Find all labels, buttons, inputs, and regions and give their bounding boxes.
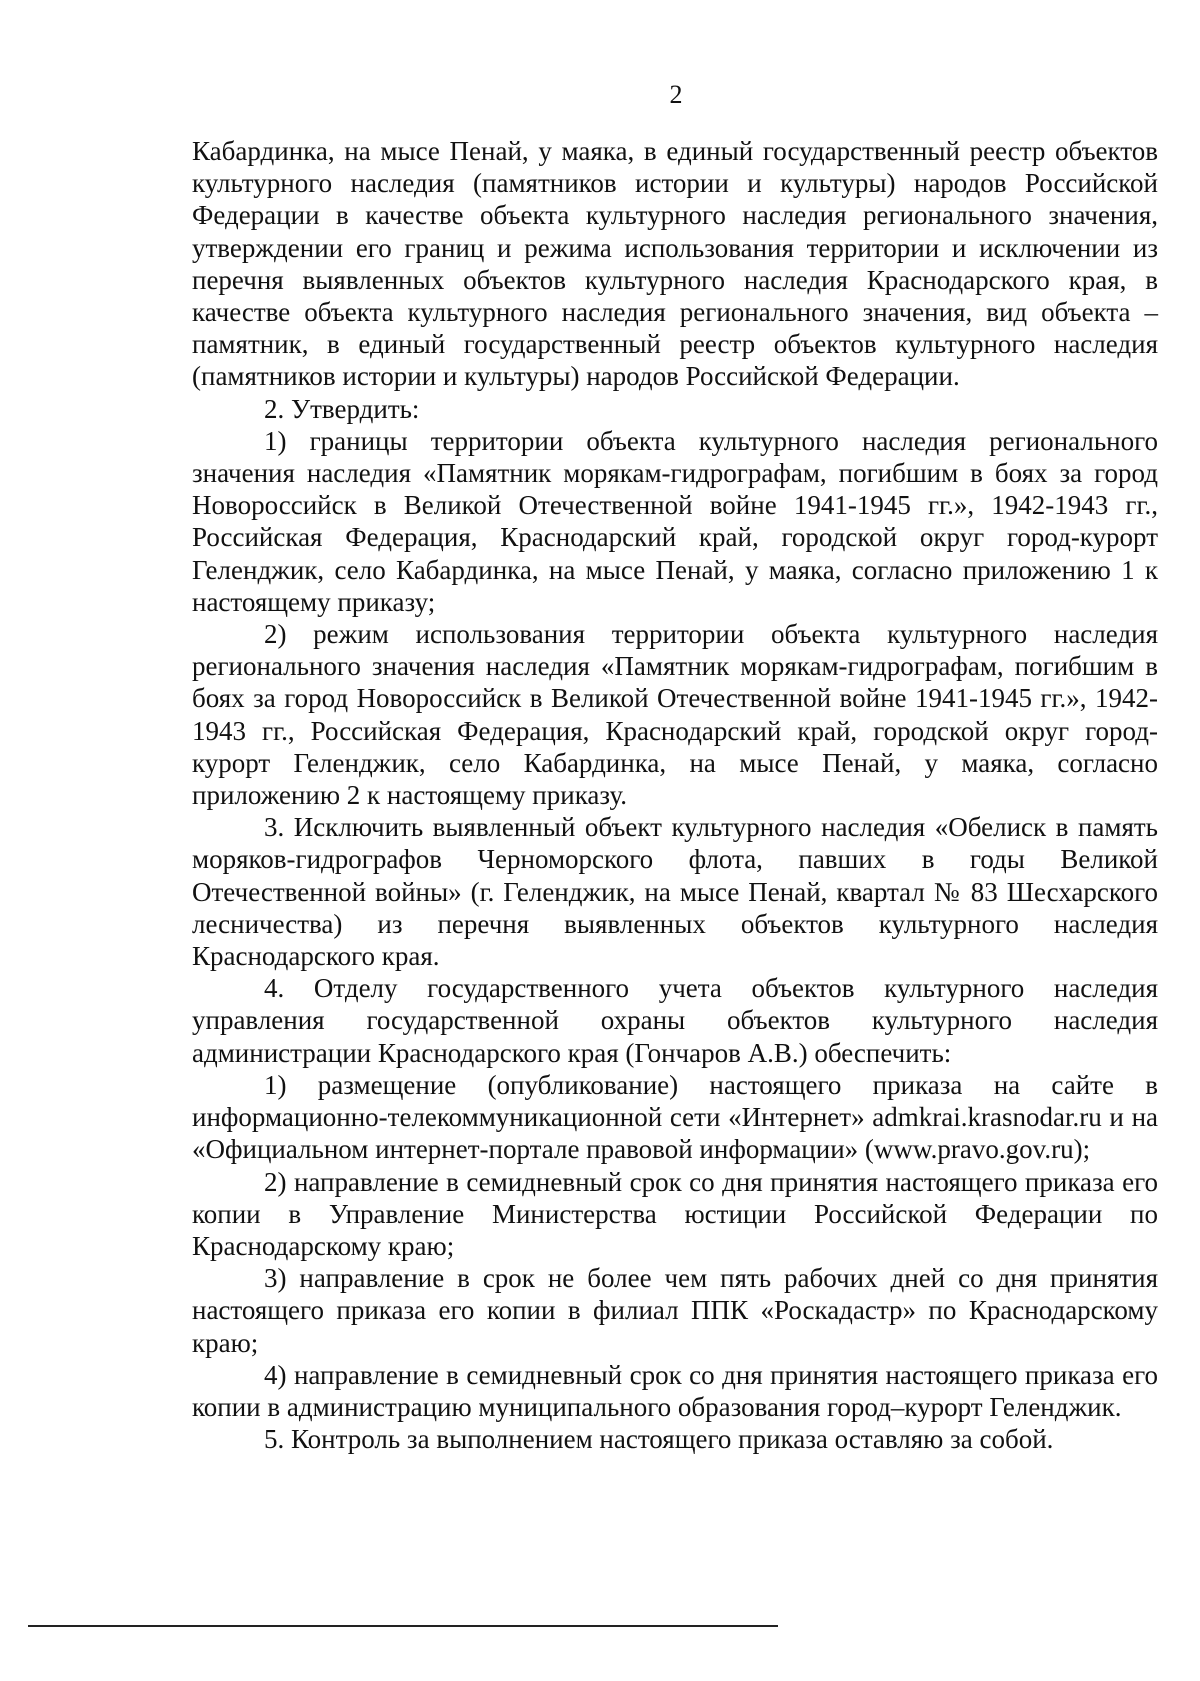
page-number: 2: [669, 80, 683, 109]
document-body: [192, 135, 1158, 1455]
paragraph-item-4-4: 4) направление в семидневный срок со дня принятия настоящего приказа его копии в администрацию муниципального образования город–курорт Геленджик.: [192, 1359, 1158, 1422]
paragraph-intro-continuation: Кабардинка, на мысе Пенай, у маяка, в единый государственный реестр объектов культурного наследия (памятников истории и культуры) народов Российской Федерации в качестве объекта культурного наследия регионального значения, утверждении его границ и режима использования территории и исключении из перечня выявленных объектов культурного наследия Краснодарского края, в качестве объекта культурного наследия регионального значения, вид объекта – памятник, в единый государственный реестр объектов культурного наследия (памятников истории и культуры) народов Российской Федерации.: [192, 136, 1158, 392]
paragraph-item-5: 5. Контроль за выполнением настоящего приказа оставляю за собой.: [264, 1424, 1054, 1455]
paragraph-item-2-2: 2) режим использования территории объекта культурного наследия регионального значения наследия «Памятник морякам-гидрографам, погибшим в боях за город Новороссийск в Великой Отечественной войне 1941-1945 гг.», 1942-1943 гг., Российская Федерация, Краснодарский край, городской округ город-курорт Геленджик, село Кабардинка, на мысе Пенай, у маяка, согласно приложению 2 к настоящему приказу.: [192, 619, 1158, 811]
paragraph-item-2: 2. Утвердить:: [264, 393, 420, 424]
paragraph-item-4-3: 3) направление в срок не более чем пять рабочих дней со дня принятия настоящего приказа его копии в филиал ППК «Роскадастр» по Краснодарскому краю;: [192, 1263, 1158, 1358]
paragraph-item-4: 4. Отделу государственного учета объектов культурного наследия управления государственной охраны объектов культурного наследия администрации Краснодарского края (Гончаров А.В.) обеспечить:: [192, 973, 1158, 1068]
paragraph-item-2-1: 1) границы территории объекта культурного наследия регионального значения наследия «Памятник морякам-гидрографам, погибшим в боях за город Новороссийск в Великой Отечественной войне 1941-1945 гг.», 1942-1943 гг., Российская Федерация, Краснодарский край, городской округ город-курорт Геленджик, село Кабардинка, на мысе Пенай, у маяка, согласно приложению 1 к настоящему приказу;: [192, 425, 1158, 617]
paragraph-item-3: 3. Исключить выявленный объект культурного наследия «Обелиск в память моряков-гидрографов Черноморского флота, павших в годы Великой Отечественной войны» (г. Геленджик, на мысе Пенай, квартал № 83 Шесхарского лесничества) из перечня выявленных объектов культурного наследия Краснодарского края.: [192, 812, 1158, 972]
bottom-divider-line: [28, 1625, 778, 1627]
paragraph-item-4-1: 1) размещение (опубликование) настоящего приказа на сайте в информационно-телекоммуникационной сети «Интернет» admkrai.krasnodar.ru и на «Официальном интернет-портале правовой информации» (www.pravo.gov.ru);: [192, 1069, 1158, 1165]
paragraph-item-4-2: 2) направление в семидневный срок со дня принятия настоящего приказа его копии в Управление Министерства юстиции Российской Федерации по Краснодарскому краю;: [192, 1166, 1158, 1261]
